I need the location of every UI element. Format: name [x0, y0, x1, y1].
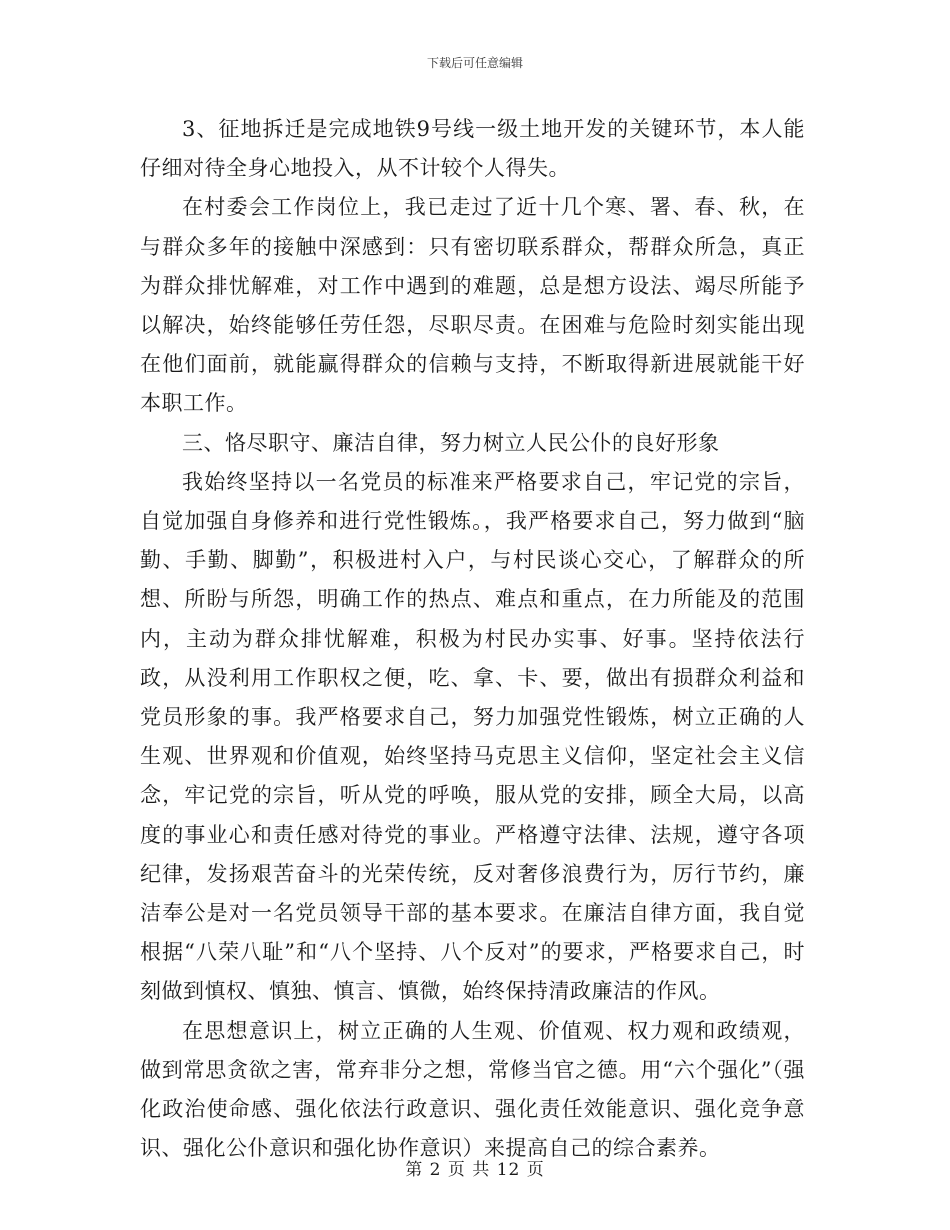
header-note: 下载后可任意编辑 — [426, 56, 523, 70]
section-heading: 三、恪尽职守、廉洁自律，努力树立人民公仆的良好形象 — [182, 430, 720, 455]
page-number: 第 2 页 共 12 页 — [405, 1160, 545, 1180]
document-body — [140, 110, 805, 1168]
paragraph-2: 在村委会工作岗位上，我已走过了近十几个寒、署、春、秋，在与群众多年的接触中深感到：只有密切联系群众，帮群众所急，真正为群众排忧解难，对工作中遇到的难题，总是想方设法、竭尽所能予以解决，始终能够任劳任怨，尽职尽责。在困难与危险时刻实能出现在他们面前，就能赢得群众的信赖与支持，不断取得新进展就能干好本职工作。 — [140, 195, 805, 416]
paragraph-1: 3、征地拆迁是完成地铁9号线一级土地开发的关键环节，本人能仔细对待全身心地投入，从不计较个人得失。 — [140, 117, 805, 181]
paragraph-3: 我始终坚持以一名党员的标准来严格要求自己，牢记党的宗旨，自觉加强自身修养和进行党性锻炼。，我严格要求自己，努力做到“脑勤、手勤、脚勤”，积极进村入户，与村民谈心交心，了解群众的所想、所盼与所怨，明确工作的热点、难点和重点，在力所能及的范围内，主动为群众排忧解难，积极为村民办实事、好事。坚持依法行政，从没利用工作职权之便，吃、拿、卡、要，做出有损群众利益和党员形象的事。我严格要求自己，努力加强党性锻炼，树立正确的人生观、世界观和价值观，始终坚持马克思主义信仰，坚定社会主义信念，牢记党的宗旨，听从党的呼唤，服从党的安排，顾全大局，以高度的事业心和责任感对待党的事业。严格遵守法律、法规，遵守各项纪律，发扬艰苦奋斗的光荣传统，反对奢侈浪费行为，厉行节约，廉洁奉公是对一名党员领导干部的基本要求。在廉洁自律方面，我自觉根据“八荣八耻”和“八个坚持、八个反对”的要求，严格要求自己，时刻做到慎权、慎独、慎言、慎微，始终保持清政廉洁的作风。 — [140, 469, 805, 1004]
paragraph-4: 在思想意识上，树立正确的人生观、价值观、权力观和政绩观，做到常思贪欲之害，常弃非分之想，常修当官之德。用“六个强化”（强化政治使命感、强化依法行政意识、强化责任效能意识、强化竞争意识、强化公仆意识和强化协作意识）来提高自己的综合素养。 — [140, 1018, 805, 1161]
